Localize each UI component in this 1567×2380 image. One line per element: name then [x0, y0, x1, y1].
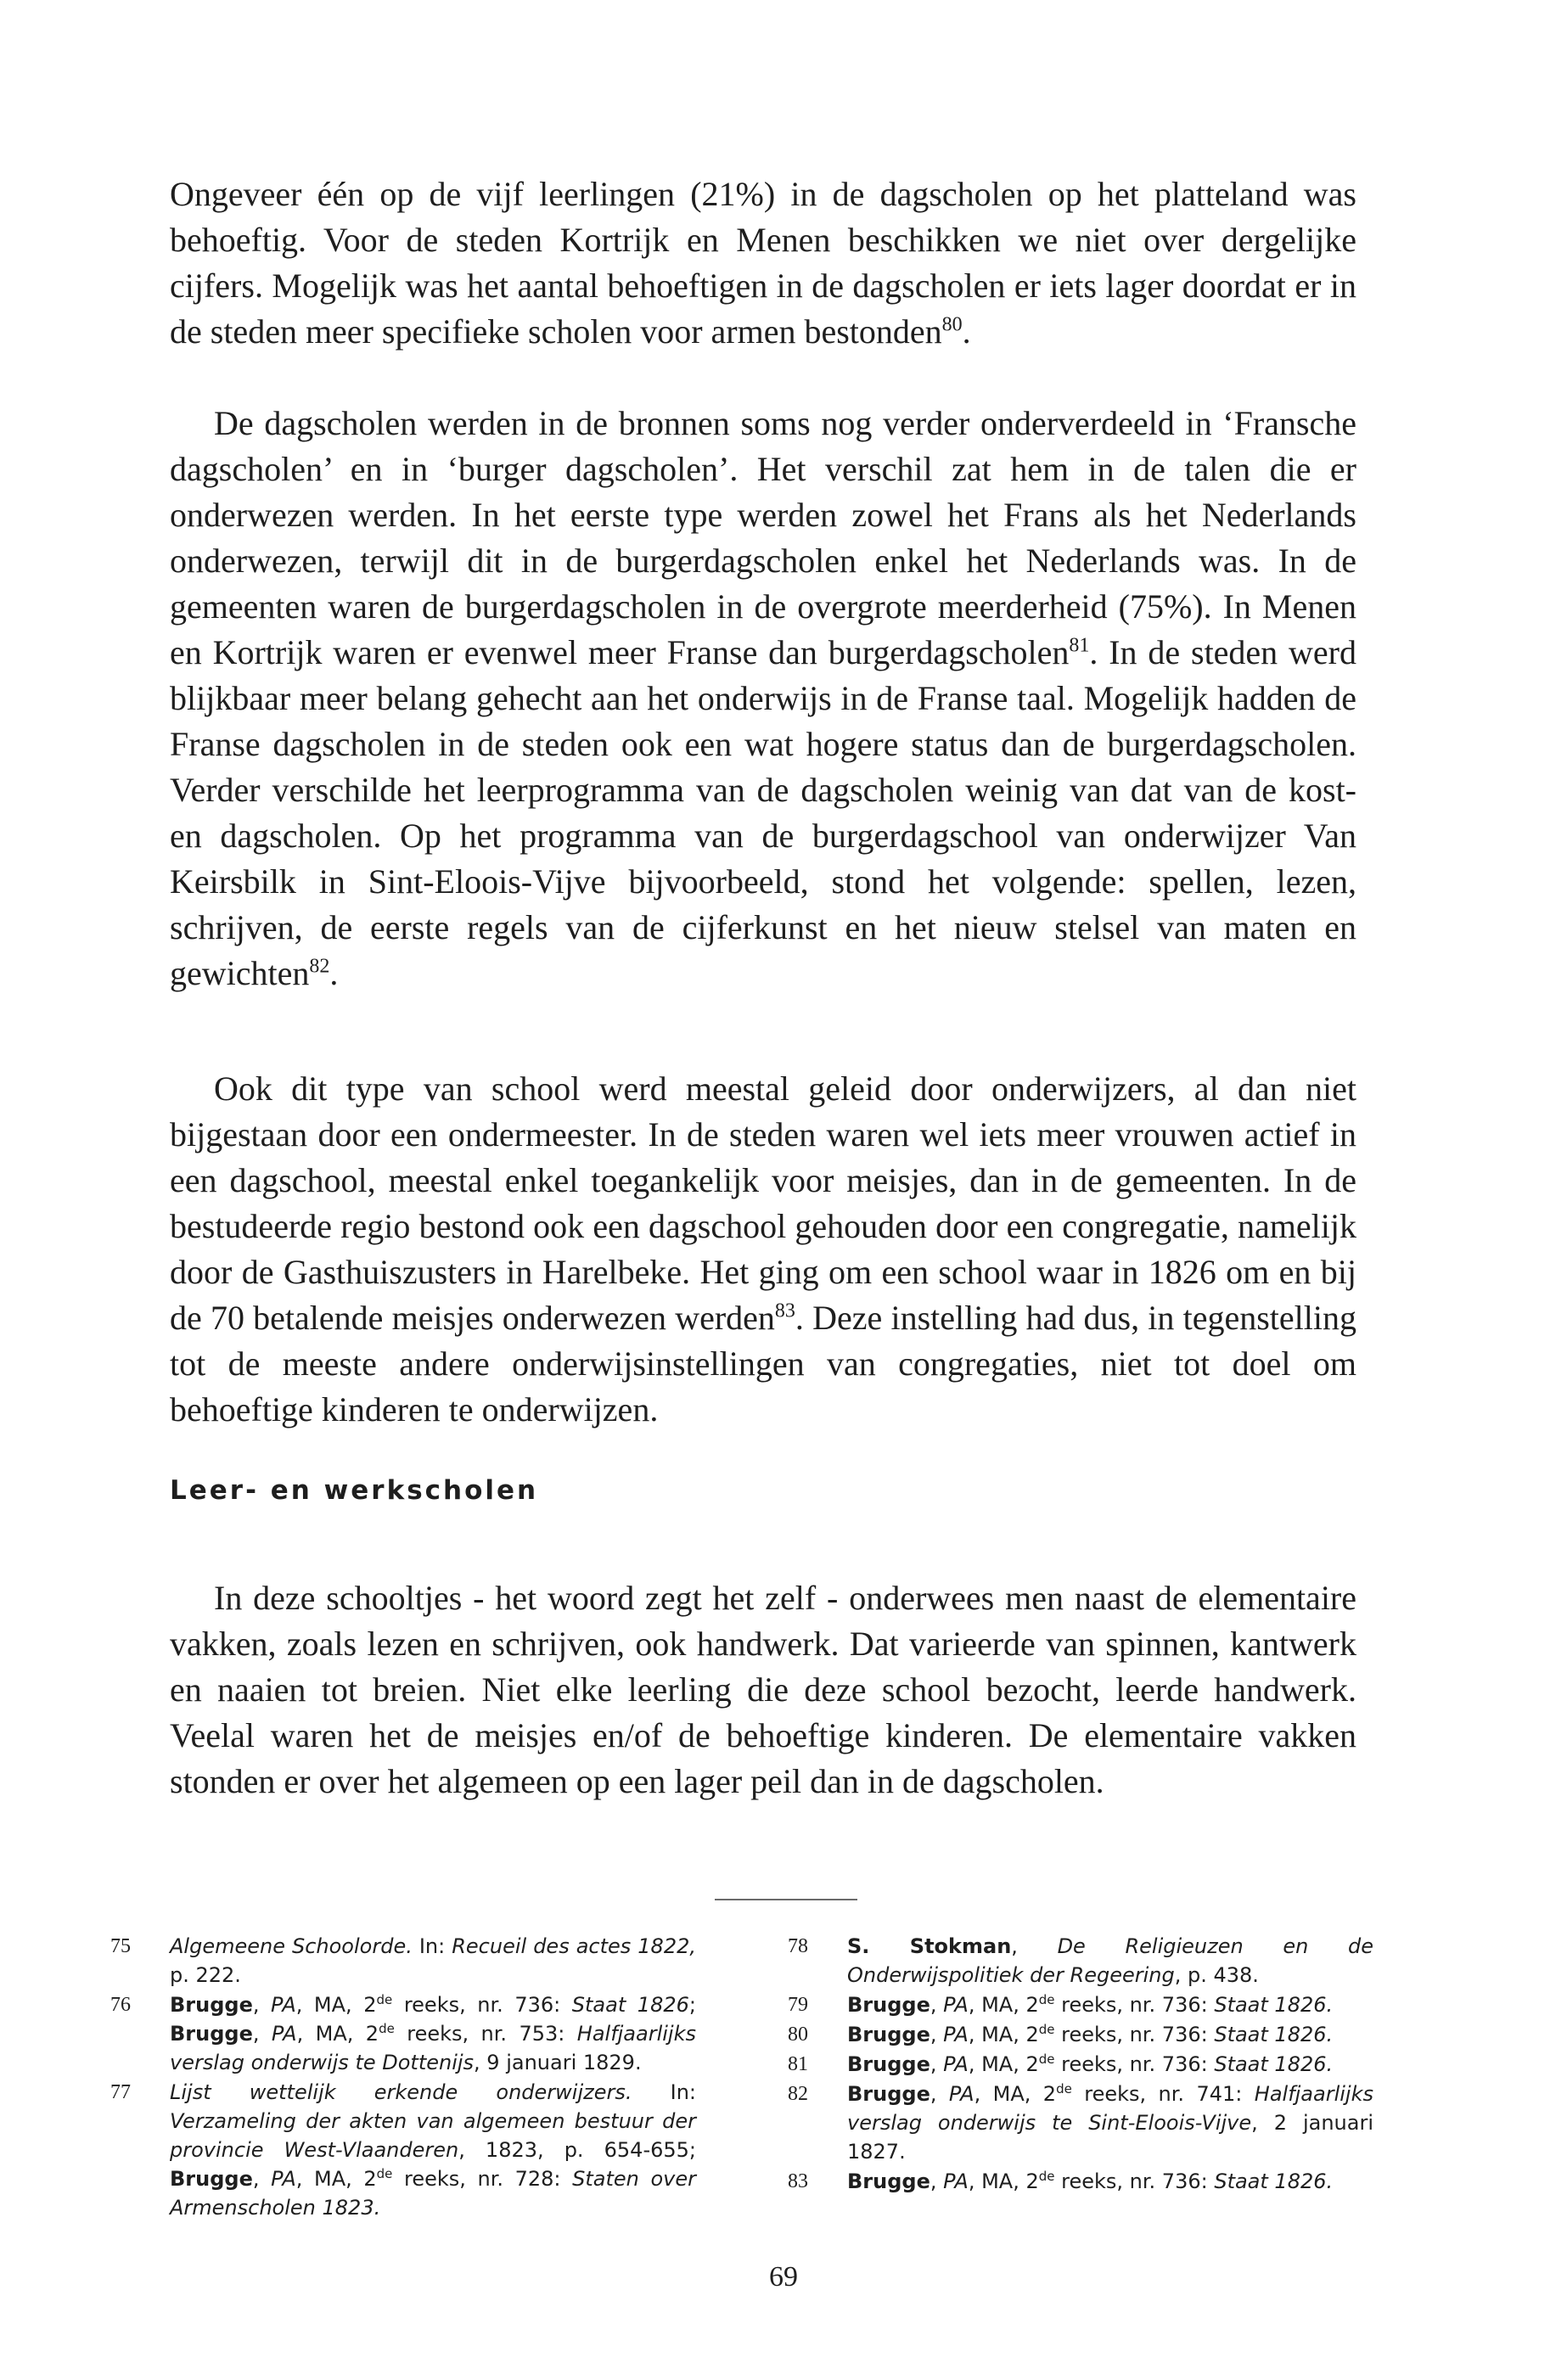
footnote-text: Algemeene Schoolorde. — [170, 1934, 413, 1958]
footnote-ref-81[interactable]: 81 — [1069, 634, 1090, 657]
footnote-text: Halfjaarlijks verslag onderwijs te Sint-Eloois-Vijve — [847, 2082, 1373, 2135]
paragraph-text: . — [329, 954, 339, 992]
footnote-text: Lijst wettelijk erkende onderwijzers. — [170, 2080, 632, 2104]
footnote-text: reeks, nr. 728: — [392, 2167, 573, 2191]
footnote-text: , 1823, p. 654-655; — [458, 2138, 696, 2162]
footnote-text: reeks, nr. 736: — [1054, 2052, 1215, 2076]
footnote-text: In: — [412, 1934, 452, 1958]
footnote-number: 83 — [788, 2170, 808, 2192]
footnote-ref-83[interactable]: 83 — [774, 1299, 795, 1322]
paragraph-text: . In de steden werd blijkbaar meer belang gehecht aan het onderwijs in de Franse taal. Mogelijk hadden de Franse dagscholen in de steden ook een wat hogere status dan de burgerdagscholen. Verder verschilde het leerprogramma van de dagscholen weinig van dat van de kost- en dagscholen. Op het programma van de burgerdagschool van onderwijzer Van Keirsbilk in Sint-Eloois-Vijve bijvoorbeeld, stond het volgende: spellen, lezen, schrijven, de eerste regels van de cijferkunst en het nieuw stelsel van maten en gewichten — [170, 633, 1356, 992]
footnote-79 — [788, 1990, 1373, 2019]
footnote-text: , MA, 2 — [968, 2052, 1039, 2076]
footnote-number: 77 — [110, 2081, 131, 2103]
footnote-text: , MA, 2 — [295, 1993, 377, 2017]
footnote-text: PA — [948, 2082, 974, 2106]
footnote-text: , p. 438. — [1174, 1963, 1259, 1987]
footnote-text: reeks, nr. 736: — [1054, 1993, 1215, 2017]
footnote-text: de — [1038, 2052, 1055, 2067]
footnote-text: , — [930, 2170, 944, 2193]
footnote-text: PA — [943, 1993, 969, 2017]
footnote-text: Brugge — [847, 2023, 930, 2046]
footnote-77 — [110, 2078, 696, 2222]
footnote-text: Staten over Armenscholen 1823. — [170, 2167, 696, 2220]
footnote-text: , — [252, 2167, 272, 2191]
footnote-text: de — [379, 2021, 395, 2036]
footnote-text: de — [376, 2166, 393, 2181]
footnote-text: reeks, nr. 753: — [394, 2022, 577, 2046]
page-number: 69 — [769, 2261, 798, 2293]
footnote-text: de — [1038, 2022, 1055, 2037]
footnote-text: Brugge — [847, 2082, 930, 2106]
footnote-text: Staat 1826. — [1214, 1993, 1334, 2017]
paragraph-2 — [170, 401, 1356, 996]
footnote-text: de — [1038, 2169, 1055, 2184]
footnote-text: Brugge — [847, 2052, 930, 2076]
footnote-text: Staat 1826. — [1214, 2170, 1334, 2193]
footnote-text: , — [930, 2082, 949, 2106]
footnote-ref-80[interactable]: 80 — [941, 313, 963, 336]
paragraph-text: Ook dit type van school werd meestal geleid door onderwijzers, al dan niet bijgestaan door een ondermeester. In de steden waren wel iets meer vrouwen actief in een dagschool, meestal enkel toegankelijk voor meisjes, dan in de gemeenten. In de bestudeerde regio bestond ook een dagschool gehouden door een congregatie, namelijk door de Gasthuiszusters in Harelbeke. Het ging om een school waar in 1826 om en bij de 70 betalende meisjes onderwezen werden — [170, 1069, 1356, 1337]
footnote-text: S. Stokman — [847, 1934, 1012, 1958]
footnote-text: , MA, 2 — [968, 2023, 1039, 2046]
footnote-text: reeks, nr. 741: — [1071, 2082, 1255, 2106]
footnotes-left-column — [110, 1932, 696, 2223]
footnote-number: 82 — [788, 2083, 808, 2105]
footnote-number: 79 — [788, 1994, 808, 2016]
footnote-76 — [110, 1990, 696, 2077]
footnote-text: PA — [271, 2167, 296, 2191]
paragraph-3 — [170, 1066, 1356, 1433]
footnote-text: , MA, 2 — [974, 2082, 1057, 2106]
footnote-text: Halfjaarlijks verslag onderwijs te Dottenijs — [170, 2022, 696, 2074]
footnote-75 — [110, 1932, 696, 1990]
footnote-text: , — [1011, 1934, 1058, 1958]
paragraph-text: Ongeveer één op de vijf leerlingen (21%) in de dagscholen op het platteland was behoeftig. Voor de steden Kortrijk en Menen beschikken we niet over dergelijke cijfers. Mogelijk was het aantal behoeftigen in de dagscholen er iets lager doordat er in de steden meer specifieke scholen voor armen bestonden — [170, 175, 1356, 351]
footnote-text: Staat 1826. — [1214, 2023, 1334, 2046]
footnote-text: , MA, 2 — [296, 2022, 379, 2046]
footnote-text: , MA, 2 — [295, 2167, 377, 2191]
footnotes-right-column — [788, 1932, 1373, 2197]
footnote-text: de — [1056, 2081, 1072, 2097]
footnote-text: , 2 januari 1827. — [847, 2111, 1373, 2164]
footnote-number: 81 — [788, 2053, 808, 2075]
footnote-81 — [788, 2050, 1373, 2079]
footnote-83 — [788, 2167, 1373, 2196]
footnote-text: Brugge — [170, 2167, 253, 2191]
paragraph-1 — [170, 171, 1356, 355]
footnote-text: , MA, 2 — [968, 1993, 1039, 2017]
footnote-text: , — [252, 2022, 272, 2046]
footnote-text: PA — [271, 1993, 296, 2017]
footnote-text: Staat 1826. — [1214, 2052, 1334, 2076]
footnote-text: , — [930, 2023, 944, 2046]
paragraph-text: De dagscholen werden in de bronnen soms nog verder onderverdeeld in ‘Fransche dagscholen’ en in ‘burger dagscholen’. Het verschil zat hem in de talen die er onderwezen werden. In het eerste type werden zowel het Frans als het Nederlands onderwezen, terwijl dit in de burgerdagscholen enkel het Nederlands was. In de gemeenten waren de burgerdagscholen in de overgrote meerderheid (75%). In Menen en Kortrijk waren er evenwel meer Franse dan burgerdagscholen — [170, 404, 1356, 671]
footnote-78 — [788, 1932, 1373, 1990]
footnote-text: PA — [271, 2022, 297, 2046]
footnote-text: de — [1038, 1992, 1055, 2007]
footnote-text: De Religieuzen en de Onderwijspolitiek der Regeering — [847, 1934, 1373, 1987]
footnote-number: 80 — [788, 2024, 808, 2046]
paragraph-text: . Deze instelling had dus, in tegenstelling tot de meeste andere onderwijsinstellingen van congregaties, niet tot doel om behoeftige kinderen te onderwijzen. — [170, 1299, 1356, 1429]
footnote-text: p. 222. — [170, 1963, 241, 1987]
footnote-text: Verzameling der akten van algemeen bestuur der provincie West-Vlaanderen — [170, 2109, 696, 2162]
footnote-text: reeks, nr. 736: — [1054, 2170, 1215, 2193]
section-heading: Leer- en werkscholen — [170, 1475, 539, 1506]
footnote-text: Staat 1826 — [571, 1993, 689, 2017]
footnote-text: , 9 januari 1829. — [474, 2051, 642, 2074]
footnote-text: , MA, 2 — [968, 2170, 1039, 2193]
footnote-text: Brugge — [847, 2170, 930, 2193]
footnote-text: reeks, nr. 736: — [1054, 2023, 1215, 2046]
footnote-text: PA — [943, 2052, 969, 2076]
footnote-text: reeks, nr. 736: — [392, 1993, 572, 2017]
paragraph-text: . — [962, 312, 971, 351]
footnote-text: Brugge — [847, 1993, 930, 2017]
footnote-text: , — [252, 1993, 272, 2017]
footnote-ref-82[interactable]: 82 — [309, 955, 330, 978]
footnote-text: In: — [632, 2080, 696, 2104]
footnote-divider — [715, 1899, 857, 1900]
footnote-text: Recueil des actes 1822, — [452, 1934, 696, 1958]
footnote-text: , — [930, 1993, 944, 2017]
footnote-text: PA — [943, 2023, 969, 2046]
footnote-text: Brugge — [170, 1993, 253, 2017]
footnote-82 — [788, 2080, 1373, 2166]
footnote-number: 78 — [788, 1935, 808, 1957]
paragraph-4: In deze schooltjes - het woord zegt het zelf - onderwees men naast de elementaire vakken, zoals lezen en schrijven, ook handwerk. Dat varieerde van spinnen, kantwerk en naaien tot breien. Niet elke leerling die deze school bezocht, leerde handwerk. Veelal waren het de meisjes en/of de behoeftige kinderen. De elementaire vakken stonden er over het algemeen op een lager peil dan in de dagscholen. — [170, 1579, 1356, 1800]
footnote-text: ; — [688, 1993, 696, 2017]
footnote-number: 76 — [110, 1994, 131, 2016]
footnote-text: PA — [943, 2170, 969, 2193]
footnote-text: Brugge — [170, 2022, 253, 2046]
footnote-number: 75 — [110, 1935, 131, 1957]
footnote-text: de — [376, 1992, 393, 2007]
footnote-80 — [788, 2020, 1373, 2049]
footnote-text: , — [930, 2052, 944, 2076]
